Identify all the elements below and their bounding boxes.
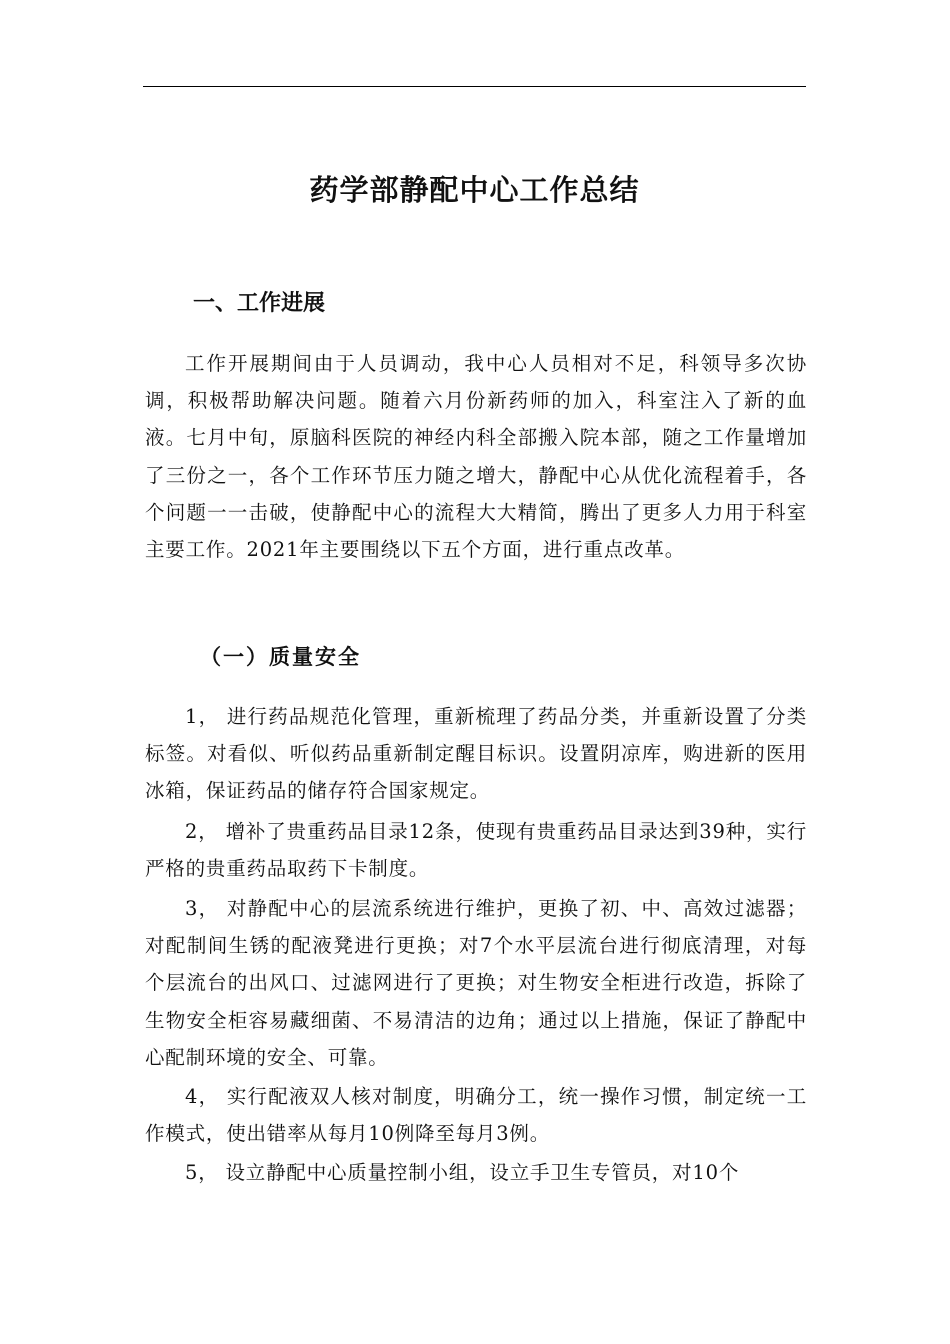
header-rule [143,86,806,87]
subsection-heading-quality-safety: （一）质量安全 [200,644,361,669]
list-item-4: 4， 实行配液双人核对制度，明确分工，统一操作习惯，制定统一工作模式，使出错率从每月10例降至每月3例。 [145,1085,807,1146]
section-heading-work-progress: 一、工作进展 [193,291,326,316]
list-item-2: 2， 增补了贵重药品目录12条，使现有贵重药品目录达到39种，实行严格的贵重药品取药下卡制度。 [145,820,807,881]
list-item-1: 1， 进行药品规范化管理，重新梳理了药品分类，并重新设置了分类标签。对看似、听似药品重新制定醒目标识。设置阴凉库，购进新的医用冰箱，保证药品的储存符合国家规定。 [145,705,807,803]
list-item-3: 3， 对静配中心的层流系统进行维护，更换了初、中、高效过滤器；对配制间生锈的配液凳进行更换；对7个水平层流台进行彻底清理，对每个层流台的出风口、过滤网进行了更换；对生物安全柜进行改造，拆除了生物安全柜容易藏细菌、不易清洁的边角；通过以上措施，保证了静配中心配制环境的安全、可靠。 [145,897,807,1069]
intro-paragraph: 工作开展期间由于人员调动，我中心人员相对不足，科领导多次协调，积极帮助解决问题。随着六月份新药师的加入，科室注入了新的血液。七月中旬，原脑科医院的神经内科全部搬入院本部，随之工作量增加了三份之一，各个工作环节压力随之增大，静配中心从优化流程着手，各个问题一一击破，使静配中心的流程大大精简，腾出了更多人力用于科室主要工作。2021年主要围绕以下五个方面，进行重点改革。 [145,352,807,562]
document-title: 药学部静配中心工作总结 [309,173,640,207]
list-item-5: 5， 设立静配中心质量控制小组，设立手卫生专管员，对10个 [185,1161,740,1184]
